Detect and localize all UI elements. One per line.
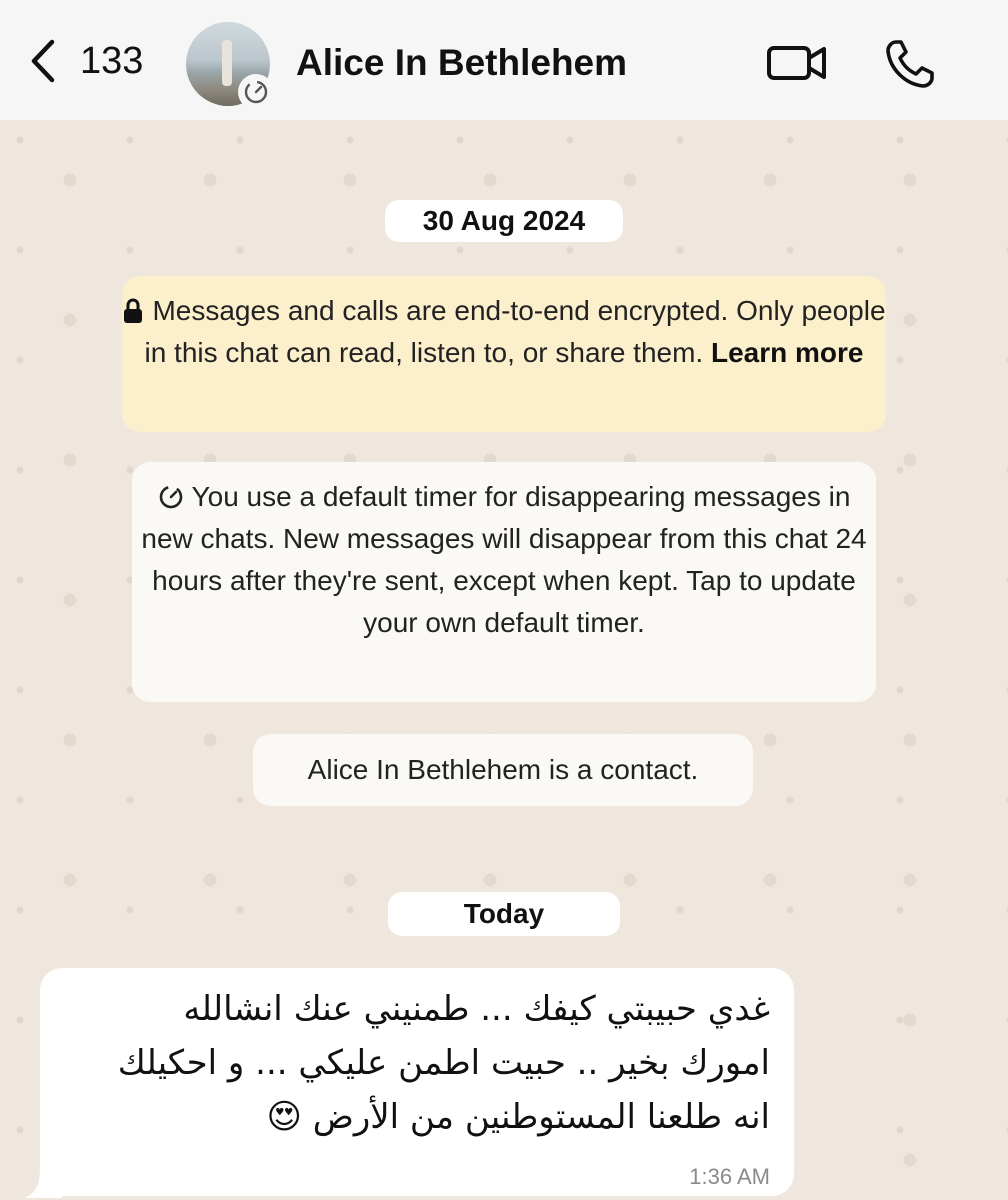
message-line: انه طلعنا المستوطنين من الأرض 😍 [266, 1097, 770, 1137]
date-separator: 30 Aug 2024 [385, 200, 623, 242]
timer-icon [158, 484, 184, 510]
encryption-text: Messages and calls are end-to-end encrypted. Only people in this chat can read, listen to, or share them. [144, 295, 886, 368]
message-bubble[interactable] [40, 968, 794, 1196]
encryption-notice[interactable] [122, 276, 886, 432]
avatar[interactable] [186, 22, 270, 106]
chat-header [0, 0, 1008, 120]
disappearing-timer-notice[interactable] [132, 462, 876, 702]
contact-name[interactable]: Alice In Bethlehem [296, 42, 628, 83]
unread-count: 133 [80, 39, 144, 82]
contact-notice: Alice In Bethlehem is a contact. [253, 734, 753, 806]
learn-more-link[interactable]: Learn more [711, 337, 864, 368]
chat-area[interactable] [0, 120, 1008, 1200]
message-line: غدي حبيبتي كيفك ... طمنيني عنك انشالله [183, 989, 770, 1029]
disappearing-timer-icon [238, 74, 274, 110]
message-time: 1:36 AM [689, 1164, 770, 1189]
video-camera-icon[interactable] [766, 42, 828, 84]
phone-icon[interactable] [884, 38, 936, 90]
chevron-left-icon [28, 36, 58, 86]
message-line: امورك بخير .. حبيت اطمن عليكي ... و احكيلك [117, 1043, 770, 1083]
date-separator-today: Today [388, 892, 620, 936]
message-text [50, 982, 770, 1144]
timer-notice-text: You use a default timer for disappearing messages in new chats. New messages will disappear from this chat 24 hours after they're sent, except when kept. Tap to update your own default timer. [141, 481, 867, 638]
lock-icon [122, 298, 144, 324]
back-button[interactable] [28, 36, 143, 86]
